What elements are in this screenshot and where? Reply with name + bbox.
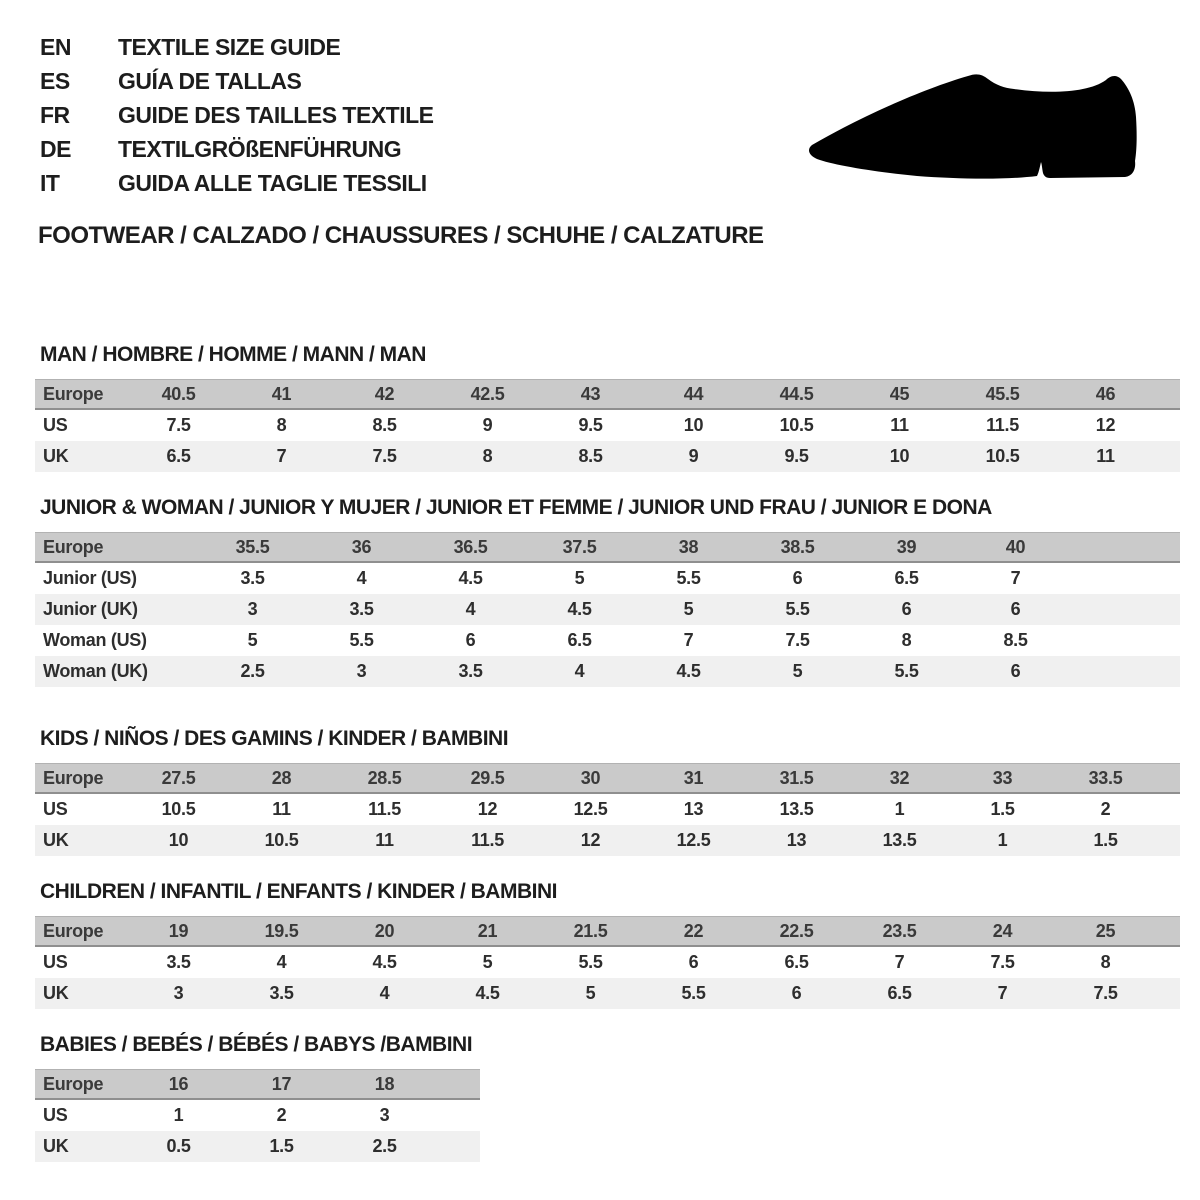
size-cell: 7 bbox=[683, 630, 694, 650]
row-label: Woman (US) bbox=[43, 630, 147, 650]
size-cell: 5.5 bbox=[676, 568, 701, 588]
size-cell: 42.5 bbox=[470, 383, 505, 404]
table-row bbox=[35, 794, 1180, 825]
size-cell: 2 bbox=[276, 1105, 287, 1125]
size-cell: 1.5 bbox=[1093, 830, 1118, 850]
size-cell: 40.5 bbox=[161, 383, 196, 404]
size-section bbox=[35, 1033, 1180, 1162]
size-cell: 5.5 bbox=[681, 983, 706, 1003]
size-cell: 12.5 bbox=[676, 830, 711, 850]
size-cell: 5 bbox=[792, 661, 803, 681]
size-cell: 43 bbox=[580, 383, 601, 404]
size-cell: 6.5 bbox=[784, 952, 809, 972]
size-cell: 5.5 bbox=[349, 630, 374, 650]
size-cell: 22 bbox=[683, 920, 704, 941]
table-row bbox=[35, 978, 1180, 1009]
size-cell: 39 bbox=[896, 536, 917, 557]
size-section bbox=[35, 496, 1180, 687]
size-cell: 6 bbox=[1010, 661, 1021, 681]
table-row bbox=[35, 441, 1180, 472]
table-header-row bbox=[35, 379, 1180, 410]
row-label: US bbox=[43, 1105, 68, 1125]
size-cell: 44.5 bbox=[779, 383, 814, 404]
size-cell: 1 bbox=[997, 830, 1008, 850]
size-cell: 4 bbox=[574, 661, 585, 681]
size-cell: 7.5 bbox=[785, 630, 810, 650]
guide-title: TEXTILE SIZE GUIDE bbox=[118, 33, 341, 60]
language-row bbox=[40, 30, 434, 64]
size-cell: 8 bbox=[276, 415, 287, 435]
table-row bbox=[35, 656, 1180, 687]
row-label: Junior (US) bbox=[43, 568, 137, 588]
size-cell: 23.5 bbox=[882, 920, 917, 941]
size-table bbox=[35, 532, 1180, 687]
size-cell: 11.5 bbox=[986, 415, 1019, 435]
size-cell: 7.5 bbox=[372, 446, 397, 466]
table-header-row bbox=[35, 1069, 480, 1100]
size-cell: 11 bbox=[1096, 446, 1115, 466]
size-cell: 12 bbox=[580, 830, 601, 850]
size-cell: 2 bbox=[1100, 799, 1111, 819]
language-code: FR bbox=[40, 101, 70, 128]
size-table bbox=[35, 1069, 1180, 1162]
size-cell: 6 bbox=[792, 568, 803, 588]
size-cell: 42 bbox=[374, 383, 395, 404]
size-cell: 25 bbox=[1095, 920, 1116, 941]
size-cell: 11 bbox=[272, 799, 291, 819]
size-cell: 5.5 bbox=[785, 599, 810, 619]
size-cell: 5 bbox=[683, 599, 694, 619]
size-cell: 36.5 bbox=[453, 536, 488, 557]
size-cell: 19 bbox=[168, 920, 189, 941]
section-title: JUNIOR & WOMAN / JUNIOR Y MUJER / JUNIOR ET FEMME / JUNIOR UND FRAU / JUNIOR E DONA bbox=[40, 496, 992, 519]
size-cell: 9 bbox=[688, 446, 699, 466]
size-cell: 10.5 bbox=[985, 446, 1020, 466]
size-cell: 12 bbox=[1095, 415, 1116, 435]
size-cell: 6 bbox=[465, 630, 476, 650]
size-table bbox=[35, 763, 1180, 856]
size-cell: 3 bbox=[247, 599, 258, 619]
size-cell: 33 bbox=[992, 767, 1013, 788]
size-cell: 11 bbox=[375, 830, 394, 850]
size-section bbox=[35, 727, 1180, 856]
size-cell: 6.5 bbox=[166, 446, 191, 466]
size-cell: 1.5 bbox=[269, 1136, 294, 1156]
table-row bbox=[35, 1131, 480, 1162]
size-cell: 20 bbox=[374, 920, 395, 941]
size-cell: 8.5 bbox=[1003, 630, 1028, 650]
row-label: Europe bbox=[43, 536, 104, 557]
size-cell: 36 bbox=[351, 536, 372, 557]
size-cell: 4 bbox=[276, 952, 287, 972]
size-cell: 4 bbox=[356, 568, 367, 588]
size-cell: 11 bbox=[890, 415, 909, 435]
size-cell: 46 bbox=[1095, 383, 1116, 404]
size-cell: 7.5 bbox=[1093, 983, 1118, 1003]
size-cell: 5 bbox=[247, 630, 258, 650]
size-cell: 13 bbox=[683, 799, 704, 819]
table-row bbox=[35, 947, 1180, 978]
language-row bbox=[40, 64, 434, 98]
category-title: FOOTWEAR / CALZADO / CHAUSSURES / SCHUHE / CALZATURE bbox=[38, 222, 764, 249]
size-cell: 22.5 bbox=[779, 920, 814, 941]
size-cell: 5 bbox=[482, 952, 493, 972]
size-cell: 21.5 bbox=[573, 920, 608, 941]
size-cell: 38 bbox=[678, 536, 699, 557]
size-cell: 3.5 bbox=[240, 568, 265, 588]
size-cell: 31.5 bbox=[779, 767, 814, 788]
size-cell: 2.5 bbox=[240, 661, 265, 681]
size-cell: 19.5 bbox=[264, 920, 299, 941]
size-cell: 8.5 bbox=[372, 415, 397, 435]
size-cell: 3 bbox=[173, 983, 184, 1003]
size-cell: 28.5 bbox=[367, 767, 402, 788]
guide-title: GUIDE DES TAILLES TEXTILE bbox=[118, 101, 434, 128]
size-cell: 8 bbox=[901, 630, 912, 650]
table-row bbox=[35, 563, 1180, 594]
table-row bbox=[35, 1100, 480, 1131]
size-cell: 4.5 bbox=[567, 599, 592, 619]
size-cell: 45.5 bbox=[985, 383, 1020, 404]
size-cell: 6 bbox=[1010, 599, 1021, 619]
size-cell: 4.5 bbox=[475, 983, 500, 1003]
size-cell: 38.5 bbox=[780, 536, 815, 557]
size-cell: 1.5 bbox=[990, 799, 1015, 819]
size-cell: 4.5 bbox=[458, 568, 483, 588]
language-row bbox=[40, 132, 434, 166]
size-cell: 6.5 bbox=[894, 568, 919, 588]
size-cell: 6 bbox=[901, 599, 912, 619]
size-cell: 7.5 bbox=[990, 952, 1015, 972]
size-cell: 18 bbox=[374, 1073, 395, 1094]
size-cell: 17 bbox=[271, 1073, 292, 1094]
size-cell: 6.5 bbox=[887, 983, 912, 1003]
size-cell: 10.5 bbox=[264, 830, 299, 850]
size-cell: 16 bbox=[168, 1073, 189, 1094]
language-row bbox=[40, 98, 434, 132]
size-cell: 24 bbox=[992, 920, 1013, 941]
size-cell: 10 bbox=[683, 415, 704, 435]
language-code: ES bbox=[40, 67, 70, 94]
size-cell: 5.5 bbox=[578, 952, 603, 972]
size-cell: 7 bbox=[894, 952, 905, 972]
size-cell: 13.5 bbox=[882, 830, 917, 850]
size-cell: 7.5 bbox=[166, 415, 191, 435]
size-cell: 10 bbox=[168, 830, 189, 850]
size-cell: 10.5 bbox=[779, 415, 814, 435]
size-cell: 3.5 bbox=[458, 661, 483, 681]
row-label: UK bbox=[43, 830, 69, 850]
shoe-icon bbox=[805, 72, 1140, 184]
section-title: CHILDREN / INFANTIL / ENFANTS / KINDER / BAMBINI bbox=[40, 880, 557, 903]
row-label: US bbox=[43, 799, 68, 819]
size-cell: 44 bbox=[683, 383, 704, 404]
size-cell: 7 bbox=[1010, 568, 1021, 588]
section-title: BABIES / BEBÉS / BÉBÉS / BABYS /BAMBINI bbox=[40, 1033, 473, 1056]
row-label: US bbox=[43, 415, 68, 435]
size-cell: 7 bbox=[997, 983, 1008, 1003]
table-header-row bbox=[35, 916, 1180, 947]
size-cell: 3.5 bbox=[269, 983, 294, 1003]
size-cell: 6 bbox=[791, 983, 802, 1003]
size-cell: 4 bbox=[465, 599, 476, 619]
size-cell: 3.5 bbox=[166, 952, 191, 972]
size-cell: 4 bbox=[379, 983, 390, 1003]
guide-title: GUÍA DE TALLAS bbox=[118, 67, 302, 94]
table-row bbox=[35, 625, 1180, 656]
size-cell: 29.5 bbox=[470, 767, 505, 788]
size-cell: 28 bbox=[271, 767, 292, 788]
table-header-row bbox=[35, 532, 1180, 563]
size-cell: 37.5 bbox=[562, 536, 597, 557]
size-cell: 40 bbox=[1005, 536, 1026, 557]
size-cell: 4.5 bbox=[372, 952, 397, 972]
size-cell: 1 bbox=[173, 1105, 184, 1125]
size-cell: 41 bbox=[271, 383, 292, 404]
size-cell: 45 bbox=[889, 383, 910, 404]
size-cell: 9 bbox=[482, 415, 493, 435]
guide-title: GUIDA ALLE TAGLIE TESSILI bbox=[118, 169, 427, 196]
size-cell: 6.5 bbox=[567, 630, 592, 650]
language-row bbox=[40, 166, 434, 200]
section-title: KIDS / NIÑOS / DES GAMINS / KINDER / BAMBINI bbox=[40, 727, 509, 750]
size-sections bbox=[35, 343, 1180, 1162]
size-cell: 5 bbox=[574, 568, 585, 588]
size-cell: 10 bbox=[889, 446, 910, 466]
language-code: IT bbox=[40, 169, 60, 196]
size-cell: 7 bbox=[276, 446, 287, 466]
size-table bbox=[35, 916, 1180, 1009]
row-label: UK bbox=[43, 1136, 69, 1156]
size-cell: 13.5 bbox=[779, 799, 814, 819]
size-cell: 30 bbox=[580, 767, 601, 788]
size-section bbox=[35, 343, 1180, 472]
size-cell: 1 bbox=[894, 799, 905, 819]
size-cell: 3 bbox=[356, 661, 367, 681]
row-label: Europe bbox=[43, 767, 104, 788]
table-header-row bbox=[35, 763, 1180, 794]
language-header bbox=[40, 30, 434, 200]
table-row bbox=[35, 594, 1180, 625]
size-cell: 0.5 bbox=[166, 1136, 191, 1156]
size-cell: 8 bbox=[1100, 952, 1111, 972]
language-code: DE bbox=[40, 135, 71, 162]
table-row bbox=[35, 825, 1180, 856]
size-cell: 4.5 bbox=[676, 661, 701, 681]
size-cell: 11.5 bbox=[368, 799, 401, 819]
size-cell: 9.5 bbox=[784, 446, 809, 466]
size-cell: 27.5 bbox=[161, 767, 196, 788]
row-label: Woman (UK) bbox=[43, 661, 148, 681]
guide-title: TEXTILGRÖßENFÜHRUNG bbox=[118, 135, 402, 162]
size-cell: 13 bbox=[786, 830, 807, 850]
size-cell: 5.5 bbox=[894, 661, 919, 681]
language-code: EN bbox=[40, 33, 71, 60]
size-cell: 33.5 bbox=[1088, 767, 1123, 788]
row-label: Europe bbox=[43, 383, 104, 404]
row-label: Europe bbox=[43, 920, 104, 941]
row-label: UK bbox=[43, 446, 69, 466]
size-cell: 12 bbox=[477, 799, 498, 819]
size-cell: 2.5 bbox=[372, 1136, 397, 1156]
size-cell: 35.5 bbox=[235, 536, 270, 557]
size-section bbox=[35, 880, 1180, 1009]
section-title: MAN / HOMBRE / HOMME / MANN / MAN bbox=[40, 343, 426, 366]
table-row bbox=[35, 410, 1180, 441]
row-label: UK bbox=[43, 983, 69, 1003]
size-cell: 8 bbox=[482, 446, 493, 466]
row-label: US bbox=[43, 952, 68, 972]
size-cell: 32 bbox=[889, 767, 910, 788]
size-cell: 3 bbox=[379, 1105, 390, 1125]
size-cell: 31 bbox=[683, 767, 704, 788]
size-cell: 9.5 bbox=[578, 415, 603, 435]
size-cell: 21 bbox=[477, 920, 498, 941]
row-label: Junior (UK) bbox=[43, 599, 138, 619]
row-label: Europe bbox=[43, 1073, 104, 1094]
size-table bbox=[35, 379, 1180, 472]
size-cell: 12.5 bbox=[573, 799, 608, 819]
size-cell: 3.5 bbox=[349, 599, 374, 619]
size-cell: 8.5 bbox=[578, 446, 603, 466]
size-cell: 10.5 bbox=[161, 799, 196, 819]
size-cell: 6 bbox=[688, 952, 699, 972]
size-cell: 11.5 bbox=[471, 830, 504, 850]
size-cell: 5 bbox=[585, 983, 596, 1003]
